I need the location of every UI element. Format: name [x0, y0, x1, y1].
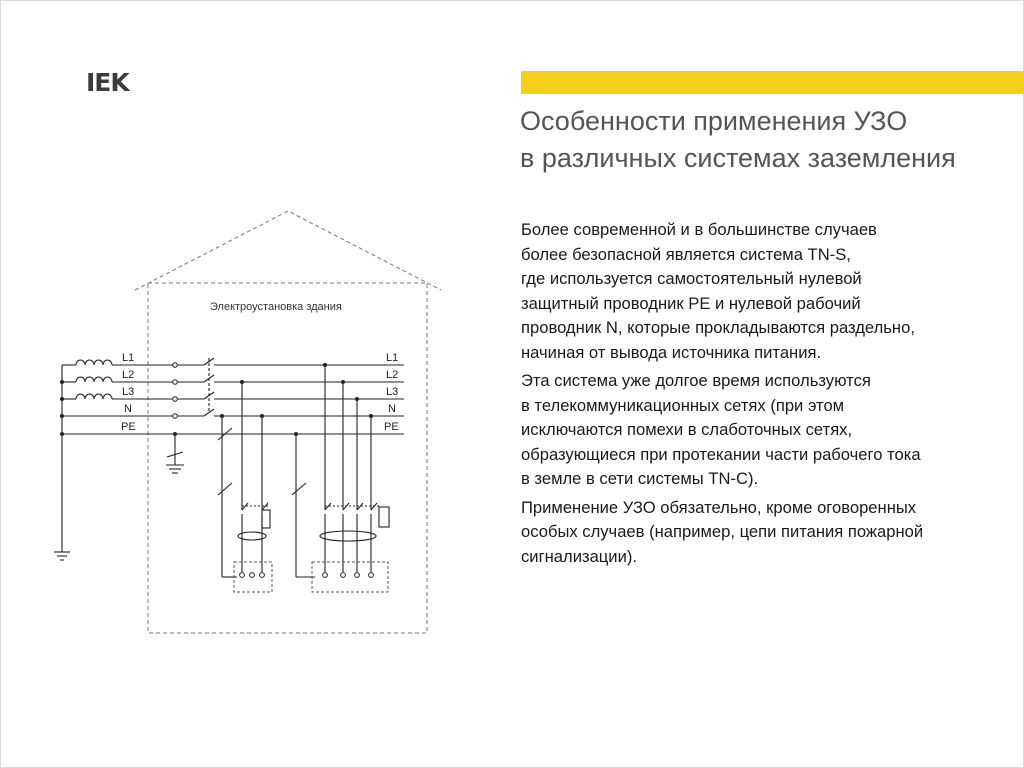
terminal-circles — [173, 363, 178, 419]
left-conductor-labels — [121, 352, 136, 433]
load-terminal-block-1 — [234, 562, 272, 592]
paragraph-2-line: Эта система уже долгое время используются — [521, 371, 871, 390]
paragraph-2-line: исключаются помехи в слаботочных сетях, — [521, 420, 853, 439]
paragraph-1-line: начиная от вывода источника питания. — [521, 342, 822, 362]
conductor-lines — [62, 358, 404, 552]
label-l2-left: L2 — [122, 369, 135, 381]
label-l2-right: L2 — [386, 369, 399, 381]
title-line-2: в различных системах заземления — [520, 143, 956, 173]
paragraph-2-line: образующиеся при протекании части рабочего тока — [521, 444, 921, 464]
building-ground-icon — [166, 434, 184, 473]
paragraph-1-line: где используется самостоятельный нулевой — [521, 269, 862, 288]
title-line-1: Особенности применения УЗО — [520, 106, 908, 136]
label-l1-right: L1 — [386, 352, 399, 364]
paragraph-1-line: более безопасной является система TN-S, — [521, 244, 851, 264]
paragraph-3-line: сигнализации). — [521, 546, 637, 566]
paragraph-1-line: проводник N, которые прокладываются раздельно, — [521, 318, 915, 337]
three-phase-rcd-branch — [292, 365, 389, 577]
paragraph-1-line: Более современной и в большинстве случаев — [521, 220, 877, 239]
label-n-right: N — [388, 403, 396, 415]
paragraph-1-line: защитный проводник PE и нулевой рабочий — [521, 293, 861, 313]
source-coil-icons — [76, 360, 112, 399]
ground-symbol-icon — [54, 552, 70, 560]
single-phase-rcd-branch — [218, 382, 270, 577]
paragraph-2-line: в земле в сети системы TN-C). — [521, 469, 759, 488]
label-l3-right: L3 — [386, 386, 399, 398]
iek-logo: IEK — [86, 68, 129, 97]
label-l3-left: L3 — [122, 386, 135, 398]
label-pe-right: PE — [384, 421, 399, 433]
label-l1-left: L1 — [122, 352, 135, 364]
load-terminal-block-2 — [312, 562, 388, 592]
building-label: Электроустановка здания — [210, 301, 342, 313]
paragraph-2-line: в телекоммуникационных сетях (при этом — [521, 395, 845, 415]
label-n-left: N — [124, 403, 132, 415]
right-conductor-labels — [384, 352, 399, 433]
paragraph-3-line: особых случаев (например, цепи питания пожарной — [521, 522, 924, 541]
label-pe-left: PE — [121, 421, 136, 433]
paragraph-3-line: Применение УЗО обязательно, кроме оговоренных — [521, 497, 917, 517]
